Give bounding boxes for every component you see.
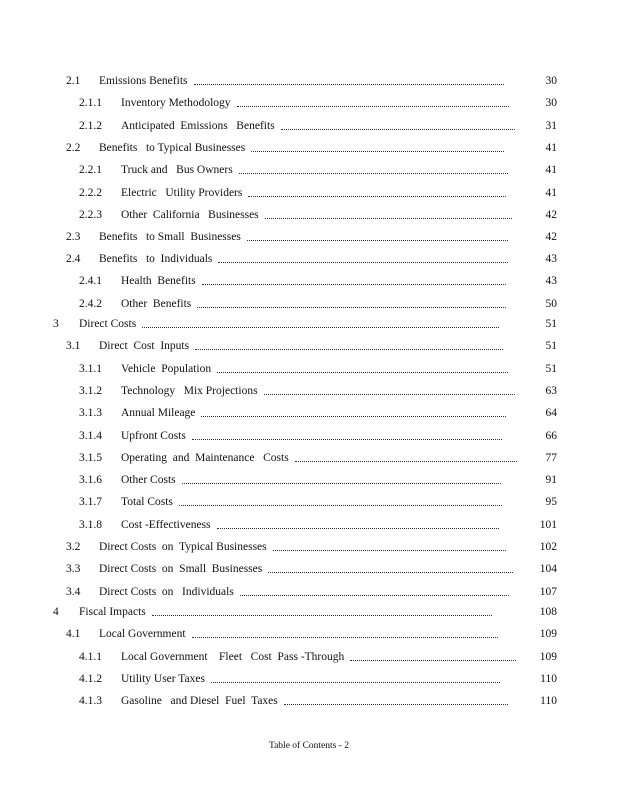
toc-entry-number: 2.2.3: [79, 209, 102, 221]
toc-entry-page: 110: [540, 673, 557, 685]
toc-entry-page: 41: [545, 164, 557, 176]
toc-entry-number: 3.1.4: [79, 430, 102, 442]
toc-entry[interactable]: [0, 185, 557, 201]
toc-entry-number: 2.2.1: [79, 164, 102, 176]
toc-dot-leader: [195, 349, 503, 350]
toc-entry-number: 3.1.7: [79, 496, 102, 508]
toc-entry[interactable]: [0, 472, 557, 488]
toc-dot-leader: [350, 660, 516, 661]
toc-entry-title: Operating and Maintenance Costs: [121, 452, 289, 464]
toc-entry-title: Other Costs: [121, 474, 176, 486]
toc-entry-title: Direct Costs on Small Businesses: [99, 563, 263, 575]
toc-entry-title: Emissions Benefits: [99, 75, 188, 87]
toc-entry[interactable]: [0, 405, 557, 421]
toc-entry-title: Local Government Fleet Cost Pass -Through: [121, 651, 345, 663]
toc-entry-page: 108: [539, 606, 557, 618]
toc-dot-leader: [273, 550, 506, 551]
toc-entry-title: Upfront Costs: [121, 430, 186, 442]
toc-entry-page: 42: [545, 209, 557, 221]
toc-dot-leader: [237, 106, 509, 107]
toc-entry-page: 51: [545, 363, 557, 375]
toc-entry[interactable]: [0, 73, 557, 89]
toc-entry-number: 2.1: [66, 75, 81, 87]
toc-dot-leader: [248, 196, 506, 197]
toc-entry-page: 107: [539, 586, 557, 598]
toc-entry[interactable]: [0, 140, 557, 156]
toc-entry[interactable]: [0, 229, 557, 245]
toc-entry-title: Benefits to Typical Businesses: [99, 142, 246, 154]
toc-entry-page: 91: [545, 474, 557, 486]
toc-entry-title: Benefits to Individuals: [99, 253, 213, 265]
toc-dot-leader: [247, 240, 508, 241]
toc-entry-page: 109: [539, 651, 557, 663]
toc-entry-number: 2.1.1: [79, 97, 102, 109]
toc-entry[interactable]: [0, 273, 557, 289]
toc-entry-number: 4.1.3: [79, 695, 102, 707]
toc-entry-page: 64: [545, 407, 557, 419]
toc-entry-number: 3.3: [66, 563, 81, 575]
toc-entry-title: Truck and Bus Owners: [121, 164, 233, 176]
toc-entry-title: Direct Costs on Individuals: [99, 586, 234, 598]
toc-entry-page: 110: [540, 695, 557, 707]
toc-entry-number: 4.1.2: [79, 673, 102, 685]
toc-dot-leader: [265, 218, 512, 219]
toc-entry-title: Direct Cost Inputs: [99, 340, 190, 352]
toc-entry-title: Fiscal Impacts: [79, 606, 146, 618]
toc-entry-number: 4.1: [66, 628, 81, 640]
toc-entry-title: Gasoline and Diesel Fuel Taxes: [121, 695, 278, 707]
toc-dot-leader: [217, 528, 499, 529]
toc-entry-number: 3: [53, 318, 59, 330]
toc-entry[interactable]: [0, 450, 557, 466]
toc-dot-leader: [152, 615, 492, 616]
toc-entry-page: 102: [539, 541, 557, 553]
toc-entry-page: 30: [545, 97, 557, 109]
toc-entry[interactable]: [0, 671, 557, 687]
toc-entry-page: 41: [545, 142, 557, 154]
toc-dot-leader: [179, 505, 502, 506]
toc-entry-title: Utility User Taxes: [121, 673, 205, 685]
toc-entry-number: 2.4: [66, 253, 81, 265]
toc-entry-number: 2.4.2: [79, 298, 102, 310]
toc-entry-title: Other Benefits: [121, 298, 192, 310]
toc-entry[interactable]: [0, 494, 557, 510]
toc-entry[interactable]: [0, 539, 557, 555]
toc-entry-number: 3.4: [66, 586, 81, 598]
toc-entry[interactable]: [0, 604, 557, 620]
toc-entry-page: 95: [545, 496, 557, 508]
toc-entry[interactable]: [0, 296, 557, 312]
toc-entry-number: 3.1.3: [79, 407, 102, 419]
toc-dot-leader: [182, 483, 501, 484]
toc-entry-number: 2.3: [66, 231, 81, 243]
toc-entry-page: 41: [545, 187, 557, 199]
toc-entry-page: 63: [545, 385, 557, 397]
toc-entry-page: 109: [539, 628, 557, 640]
toc-dot-leader: [284, 704, 508, 705]
toc-entry[interactable]: [0, 251, 557, 267]
toc-dot-leader: [192, 637, 498, 638]
toc-entry[interactable]: [0, 95, 557, 111]
toc-entry-title: Local Government: [99, 628, 186, 640]
toc-entry-page: 42: [545, 231, 557, 243]
toc-entry-page: 43: [545, 253, 557, 265]
toc-entry[interactable]: [0, 649, 557, 665]
toc-dot-leader: [194, 84, 504, 85]
toc-entry-title: Annual Mileage: [121, 407, 196, 419]
toc-entry-number: 2.1.2: [79, 120, 102, 132]
toc-dot-leader: [192, 439, 502, 440]
toc-entry-page: 104: [539, 563, 557, 575]
toc-dot-leader: [295, 461, 517, 462]
toc-entry[interactable]: [0, 207, 557, 223]
toc-entry-number: 2.2: [66, 142, 81, 154]
toc-dot-leader: [268, 572, 513, 573]
page-footer: [0, 741, 618, 751]
toc-entry-title: Cost -Effectiveness: [121, 519, 211, 531]
toc-entry-page: 77: [545, 452, 557, 464]
toc-entry-page: 101: [539, 519, 557, 531]
toc-entry-number: 3.1.5: [79, 452, 102, 464]
toc-entry-number: 3.1.1: [79, 363, 102, 375]
toc-dot-leader: [264, 394, 515, 395]
toc-entry[interactable]: [0, 361, 557, 377]
toc-entry-title: Total Costs: [121, 496, 173, 508]
toc-dot-leader: [251, 151, 504, 152]
toc-entry-number: 2.2.2: [79, 187, 102, 199]
toc-entry[interactable]: [0, 561, 557, 577]
toc-entry[interactable]: [0, 338, 557, 354]
toc-entry-number: 3.1.6: [79, 474, 102, 486]
toc-dot-leader: [197, 307, 506, 308]
toc-entry-number: 4.1.1: [79, 651, 102, 663]
toc-entry-title: Direct Costs on Typical Businesses: [99, 541, 267, 553]
toc-entry[interactable]: [0, 693, 557, 709]
toc-dot-leader: [281, 129, 515, 130]
toc-entry-page: 66: [545, 430, 557, 442]
toc-entry[interactable]: [0, 316, 557, 332]
toc-entry-title: Anticipated Emissions Benefits: [121, 120, 275, 132]
toc-entry[interactable]: [0, 162, 557, 178]
toc-entry-title: Direct Costs: [79, 318, 137, 330]
toc-entry-title: Vehicle Population: [121, 363, 212, 375]
toc-entry[interactable]: [0, 584, 557, 600]
toc-entry-page: 31: [545, 120, 557, 132]
toc-entry-number: 3.1.8: [79, 519, 102, 531]
toc-entry[interactable]: [0, 383, 557, 399]
toc-entry-number: 3.1: [66, 340, 81, 352]
toc-dot-leader: [217, 372, 508, 373]
toc-entry-number: 3.2: [66, 541, 81, 553]
footer-label: Table of Contents - 2: [268, 741, 350, 751]
toc-entry-title: Technology Mix Projections: [121, 385, 258, 397]
toc-entry-number: 2.4.1: [79, 275, 102, 287]
toc-entry-page: 51: [545, 340, 557, 352]
toc-entry[interactable]: [0, 428, 557, 444]
toc-dot-leader: [218, 262, 508, 263]
toc-entry-title: Benefits to Small Businesses: [99, 231, 241, 243]
toc-entry-number: 3.1.2: [79, 385, 102, 397]
toc-entry-number: 4: [53, 606, 59, 618]
toc-entry-page: 50: [545, 298, 557, 310]
toc-entry-title: Inventory Methodology: [121, 97, 231, 109]
toc-dot-leader: [202, 284, 506, 285]
toc-entry[interactable]: [0, 517, 557, 533]
toc-entry-title: Other California Businesses: [121, 209, 259, 221]
toc-dot-leader: [201, 416, 506, 417]
toc-entry[interactable]: [0, 626, 557, 642]
toc-entry-title: Electric Utility Providers: [121, 187, 243, 199]
toc-dot-leader: [142, 327, 499, 328]
toc-entry[interactable]: [0, 118, 557, 134]
toc-dot-leader: [240, 595, 509, 596]
toc-dot-leader: [239, 173, 508, 174]
toc-entry-title: Health Benefits: [121, 275, 196, 287]
toc-entry-page: 51: [545, 318, 557, 330]
toc-entry-page: 43: [545, 275, 557, 287]
toc-dot-leader: [211, 682, 500, 683]
toc-entry-page: 30: [545, 75, 557, 87]
